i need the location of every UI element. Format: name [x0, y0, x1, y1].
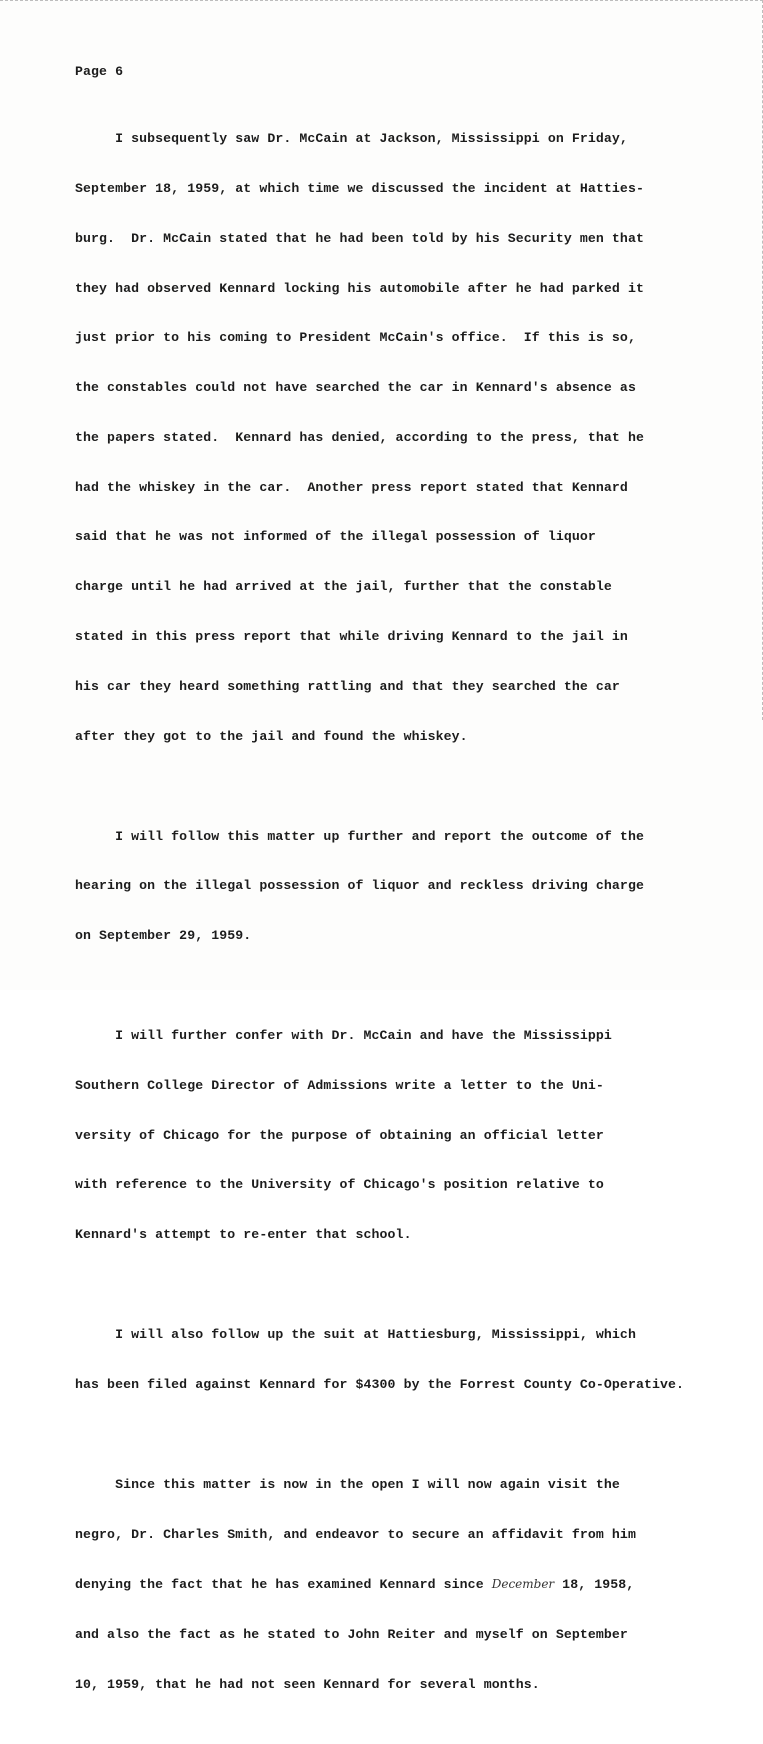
handwritten-insertion: December: [491, 1577, 555, 1592]
paragraph-1: [75, 98, 763, 778]
text-line: stated in this press report that while driving Kennard to the jail in: [75, 629, 628, 644]
text-line: on September 29, 1959.: [75, 928, 252, 944]
page-number-label: Page 6: [75, 64, 124, 79]
text-line: I will further confer with Dr. McCain and have the Mississippi: [75, 1028, 612, 1044]
text-line-with-handwriting: [75, 1576, 763, 1594]
text-line: Southern College Director of Admissions write a letter to the Uni-: [75, 1077, 604, 1093]
text-line: his car they heard something rattling and that they searched the car: [75, 678, 620, 694]
text-line: September 18, 1959, at which time we discussed the incident at Hatties-: [75, 180, 644, 196]
text-line: negro, Dr. Charles Smith, and endeavor to secure an affidavit from him: [75, 1526, 636, 1542]
text-line: said that he was not informed of the illegal possession of liquor: [75, 529, 596, 545]
paragraph-4: [75, 1294, 763, 1427]
paragraph-3: [75, 995, 763, 1277]
text-line: and also the fact as he stated to John Reiter and myself on September: [75, 1627, 628, 1643]
text-line: Since this matter is now in the open I will now again visit the: [75, 1476, 620, 1492]
text-line: had the whiskey in the car. Another press report stated that Kennard: [75, 479, 628, 495]
text-line: I will also follow up the suit at Hattiesburg, Mississippi, which: [75, 1327, 636, 1343]
text-line: with reference to the University of Chicago's position relative to: [75, 1177, 604, 1193]
paragraph-2: [75, 795, 763, 978]
text-line: after they got to the jail and found the whiskey.: [75, 728, 468, 744]
page-top-edge: [0, 0, 763, 1]
document-body: [75, 98, 763, 1744]
text-line: they had observed Kennard locking his automobile after he had parked it: [75, 280, 644, 296]
text-line: 10, 1959, that he had not seen Kennard for several months.: [75, 1677, 540, 1693]
text-line: has been filed against Kennard for $4300 by the Forrest County Co-Operative.: [75, 1376, 685, 1392]
text-line: the constables could not have searched the car in Kennard's absence as: [75, 380, 636, 396]
paragraph-5: [75, 1444, 763, 1727]
text-line: charge until he had arrived at the jail, further that the constable: [75, 579, 612, 595]
text-line: just prior to his coming to President McCain's office. If this is so,: [75, 330, 636, 346]
text-segment: 18, 1958,: [554, 1577, 635, 1593]
text-line: Kennard's attempt to re-enter that school.: [75, 1227, 412, 1243]
text-line: burg. Dr. McCain stated that he had been told by his Security men that: [75, 230, 644, 246]
text-line: I will follow this matter up further and report the outcome of the: [75, 828, 644, 844]
text-line: the papers stated. Kennard has denied, according to the press, that he: [75, 429, 644, 445]
text-line: hearing on the illegal possession of liquor and reckless driving charge: [75, 878, 644, 894]
text-line: I subsequently saw Dr. McCain at Jackson, Mississippi on Friday,: [75, 131, 628, 147]
text-segment: denying the fact that he has examined Kennard since: [75, 1577, 492, 1593]
text-line: versity of Chicago for the purpose of obtaining an official letter: [75, 1127, 604, 1143]
